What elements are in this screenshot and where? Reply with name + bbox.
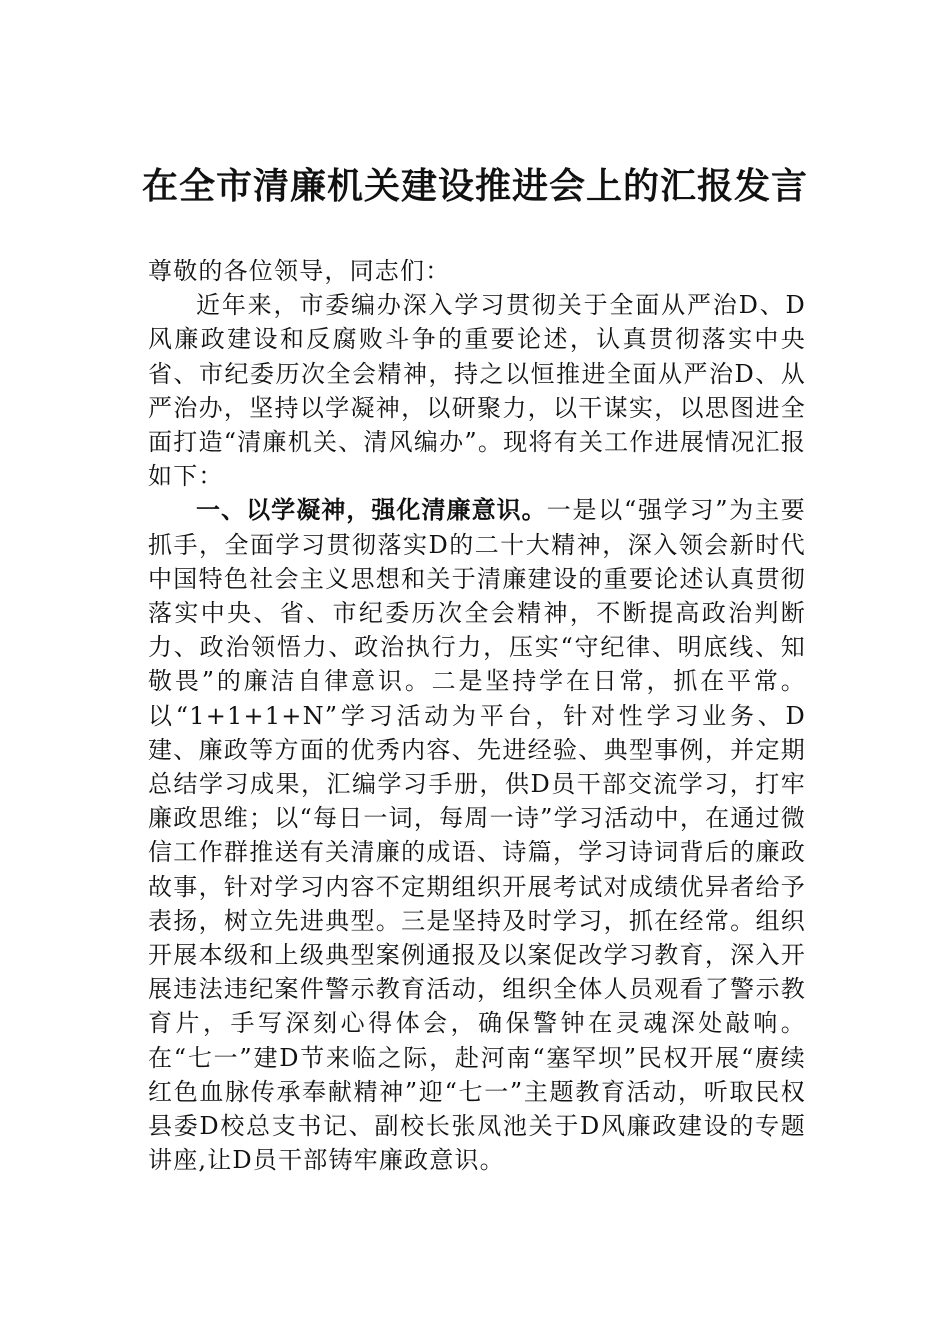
salutation: 尊敬的各位领导，同志们： [148,257,451,285]
document-body [148,254,806,1177]
section-1-paragraph [148,493,806,1177]
document-title: 在全市清廉机关建设推进会上的汇报发言 [141,165,808,207]
section-1-heading: 一、以学凝神，强化清廉意识。 [196,496,547,525]
intro-paragraph: 近年来，市委编办深入学习贯彻关于全面从严治D、D风廉政建设和反腐败斗争的重要论述，认真贯彻落实中央省、市纪委历次全会精神，持之以恒推进全面从严治D、从严治办，坚持以学凝神，以研聚力，以干谋实，以思图进全面打造“清廉机关、清风编办”。现将有关工作进展情况汇报如下： [148,291,806,491]
section-1-body: 一是以“强学习”为主要抓手，全面学习贯彻落实D的二十大精神，深入领会新时代中国特色社会主义思想和关于清廉建设的重要论述认真贯彻落实中央、省、市纪委历次全会精神，不断提高政治判断力、政治领悟力、政治执行力，压实“守纪律、明底线、知敬畏”的廉洁自律意识。二是坚持学在日常，抓在平常。以“1+1+1+N”学习活动为平台，针对性学习业务、D建、廉政等方面的优秀内容、先进经验、典型事例，并定期总结学习成果，汇编学习手册，供D员干部交流学习，打牢廉政思维；以“每日一词，每周一诗”学习活动中，在通过微信工作群推送有关清廉的成语、诗篇，学习诗词背后的廉政故事，针对学习内容不定期组织开展考试对成绩优异者给予表扬，树立先进典型。三是坚持及时学习，抓在经常。组织开展本级和上级典型案例通报及以案促改学习教育，深入开展违法违纪案件警示教育活动，组织全体人员观看了警示教育片，手写深刻心得体会，确保警钟在灵魂深处敲响。在“七一”建D节来临之际，赴河南“塞罕坝”民权开展“赓续红色血脉传承奉献精神”迎“七一”主题教育活动，听取民权县委D校总支书记、副校长张凤池关于D风廉政建设的专题讲座,让D员干部铸牢廉政意识。 [148,496,806,1175]
